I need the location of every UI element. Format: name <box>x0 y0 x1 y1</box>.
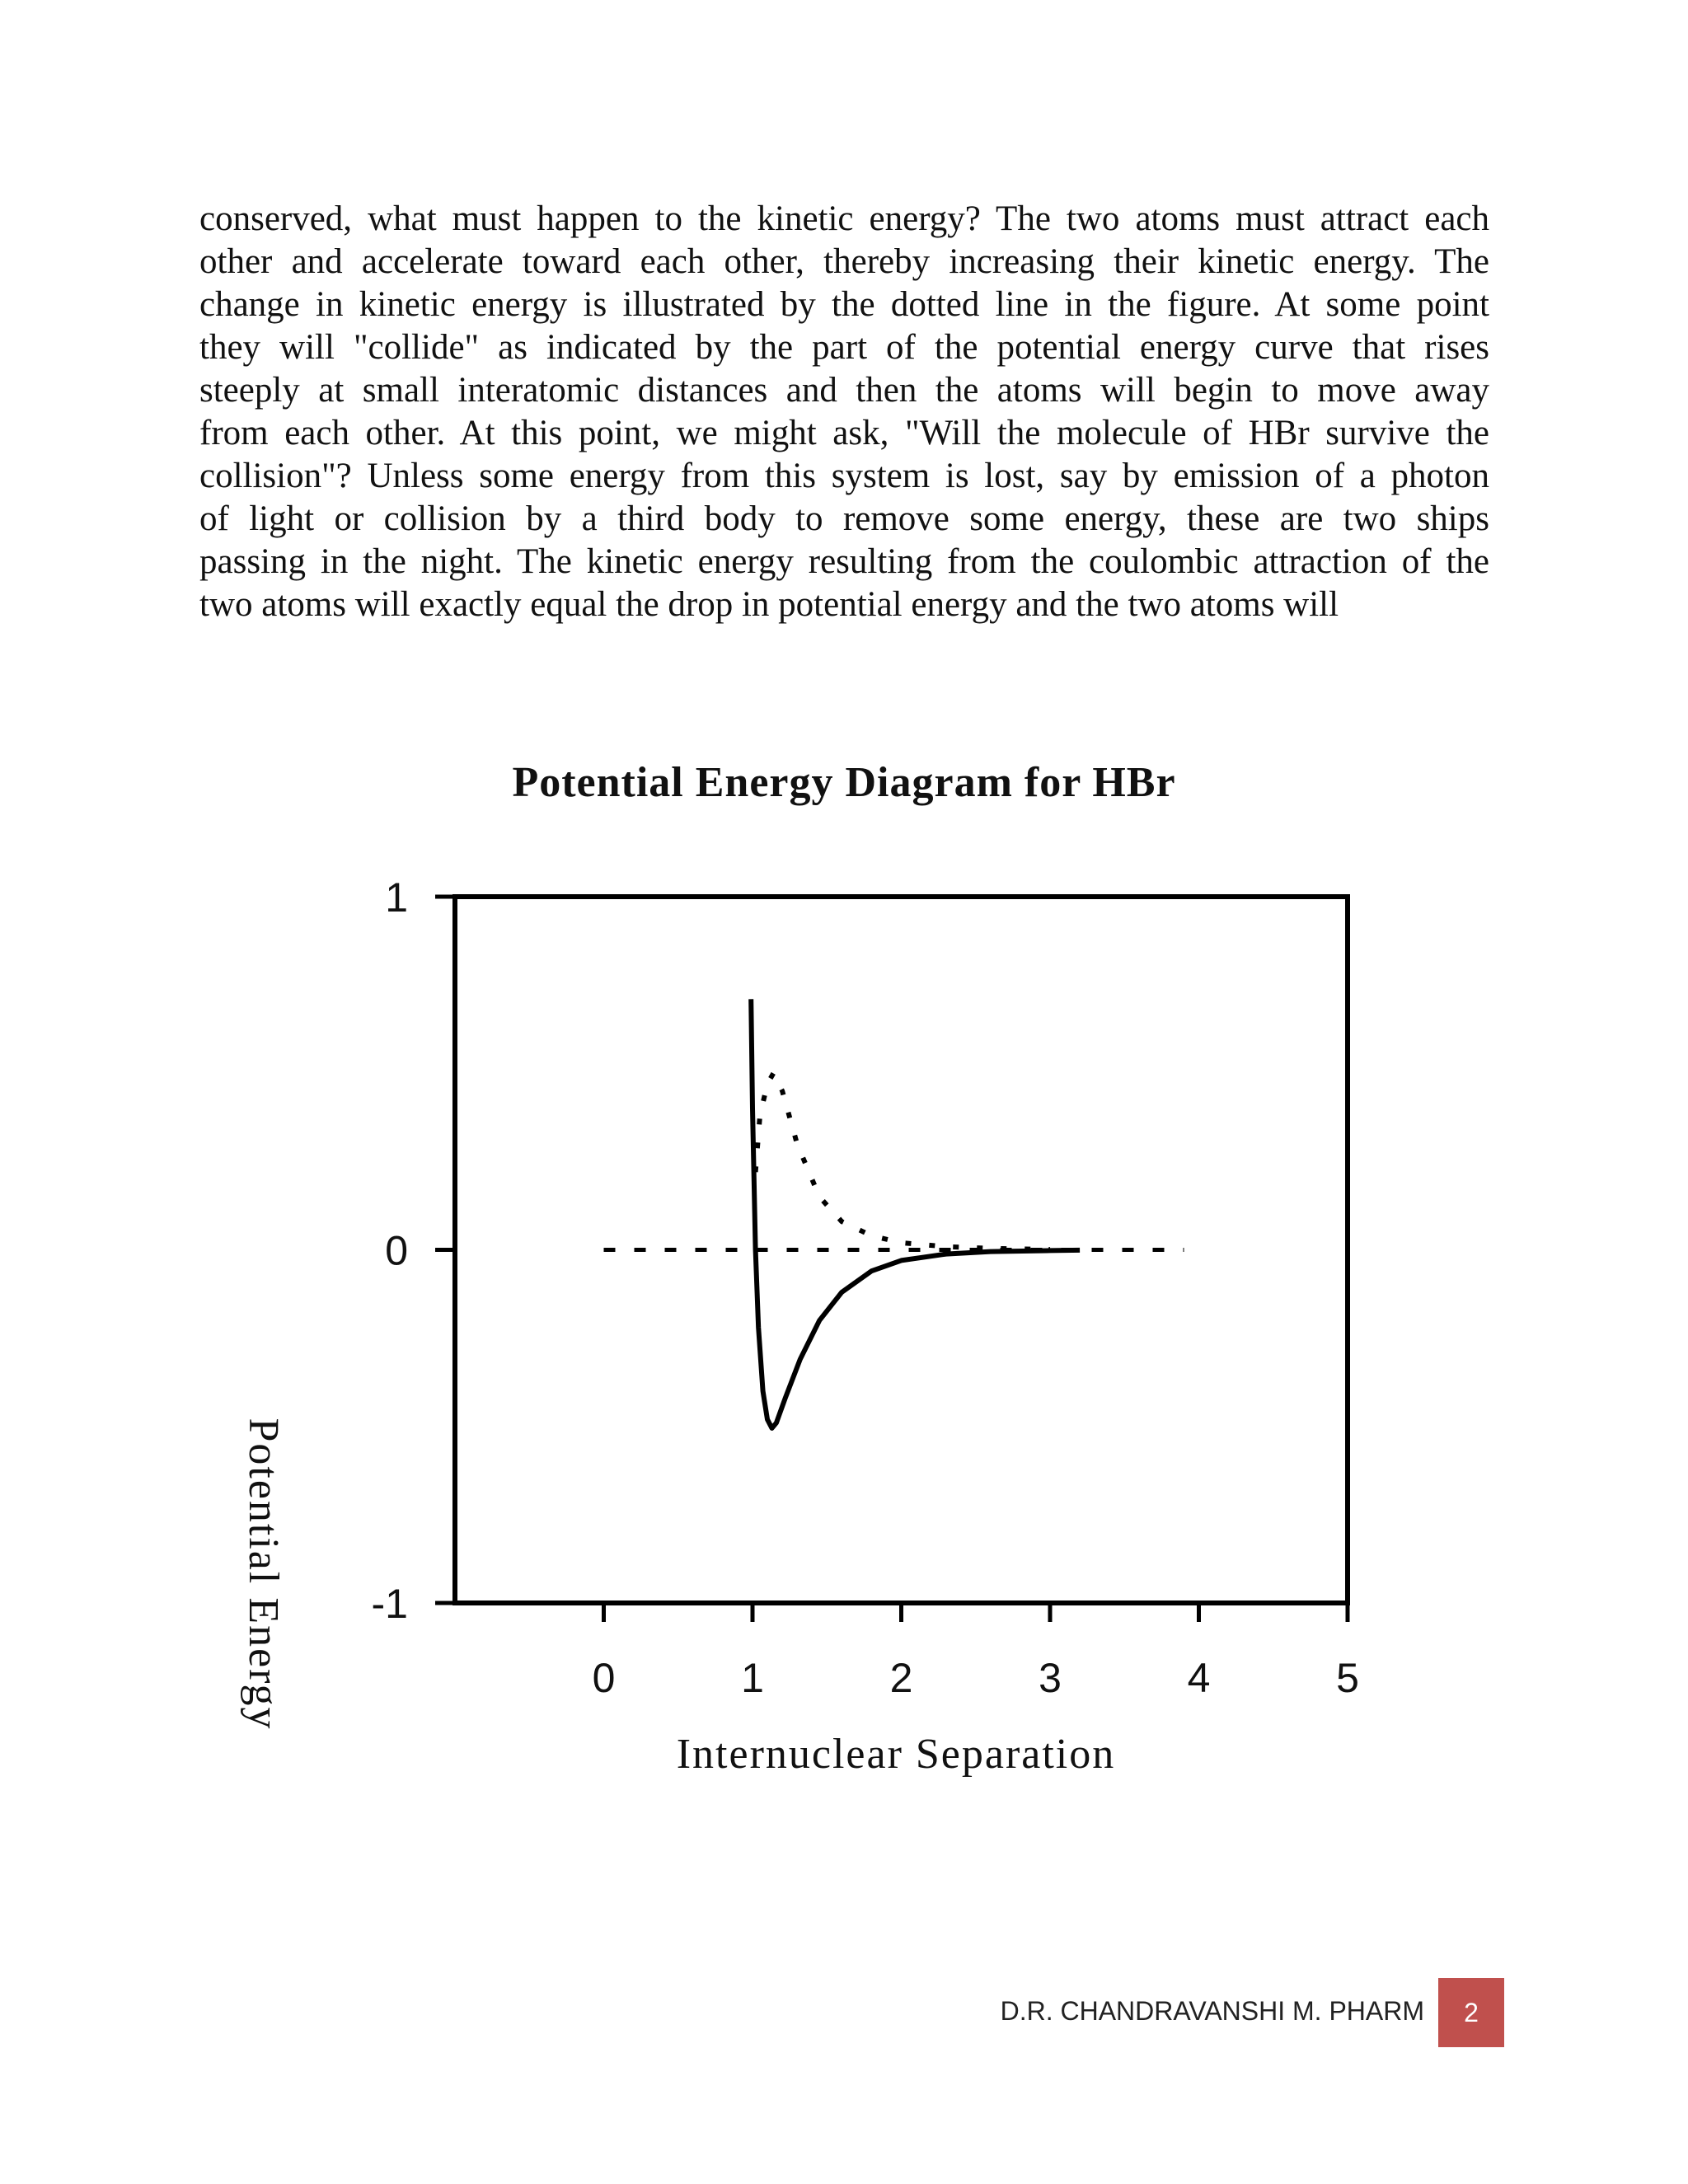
chart-title: Potential Energy Diagram for HBr <box>512 759 1176 806</box>
page-number-badge <box>1438 1978 1504 2047</box>
page-number: 2 <box>1464 1997 1479 2027</box>
x-tick-label: 5 <box>1336 1655 1359 1701</box>
paragraph-line: other and accelerate toward each other, thereby increasing their kinetic energy. The <box>199 242 1489 281</box>
potential-energy-chart <box>0 824 1688 1813</box>
body-paragraph <box>199 198 1489 626</box>
y-axis-label: Potential Energy <box>240 1418 287 1731</box>
paragraph-line: change in kinetic energy is illustrated by the dotted line in the figure. At some point <box>199 285 1489 324</box>
plot-frame <box>455 897 1348 1603</box>
paragraph-line: collision"? Unless some energy from this system is lost, say by emission of a photon <box>199 457 1489 495</box>
series-layer <box>604 999 1184 1428</box>
y-tick-label: -1 <box>371 1581 408 1627</box>
paragraph-line: steeply at small interatomic distances and then the atoms will begin to move away <box>199 371 1489 410</box>
kinetic-energy-dotted-curve <box>756 1073 1050 1249</box>
x-tick-label: 0 <box>592 1655 616 1701</box>
paragraph-line: two atoms will exactly equal the drop in potential energy and the two atoms will <box>199 585 1339 624</box>
x-axis-label: Internuclear Separation <box>676 1731 1116 1778</box>
y-tick-label: 0 <box>385 1227 408 1274</box>
x-tick-label: 4 <box>1187 1655 1211 1701</box>
x-tick-label: 2 <box>889 1655 913 1701</box>
footer-author: D.R. CHANDRAVANSHI M. PHARM <box>1000 1996 1424 2026</box>
potential-energy-curve <box>751 999 1080 1428</box>
axis-layer <box>372 874 1359 1701</box>
x-tick-label: 1 <box>741 1655 764 1701</box>
y-tick-label: 1 <box>385 874 408 921</box>
paragraph-line: passing in the night. The kinetic energy resulting from the coulombic attraction of the <box>199 542 1489 581</box>
paragraph-line: they will "collide" as indicated by the part of the potential energy curve that rises <box>199 328 1489 367</box>
x-tick-label: 3 <box>1039 1655 1062 1701</box>
paragraph-line: of light or collision by a third body to remove some energy, these are two ships <box>199 499 1489 538</box>
paragraph-line: conserved, what must happen to the kinetic energy? The two atoms must attract each <box>199 199 1489 238</box>
paragraph-line: from each other. At this point, we might ask, "Will the molecule of HBr survive the <box>199 414 1489 452</box>
